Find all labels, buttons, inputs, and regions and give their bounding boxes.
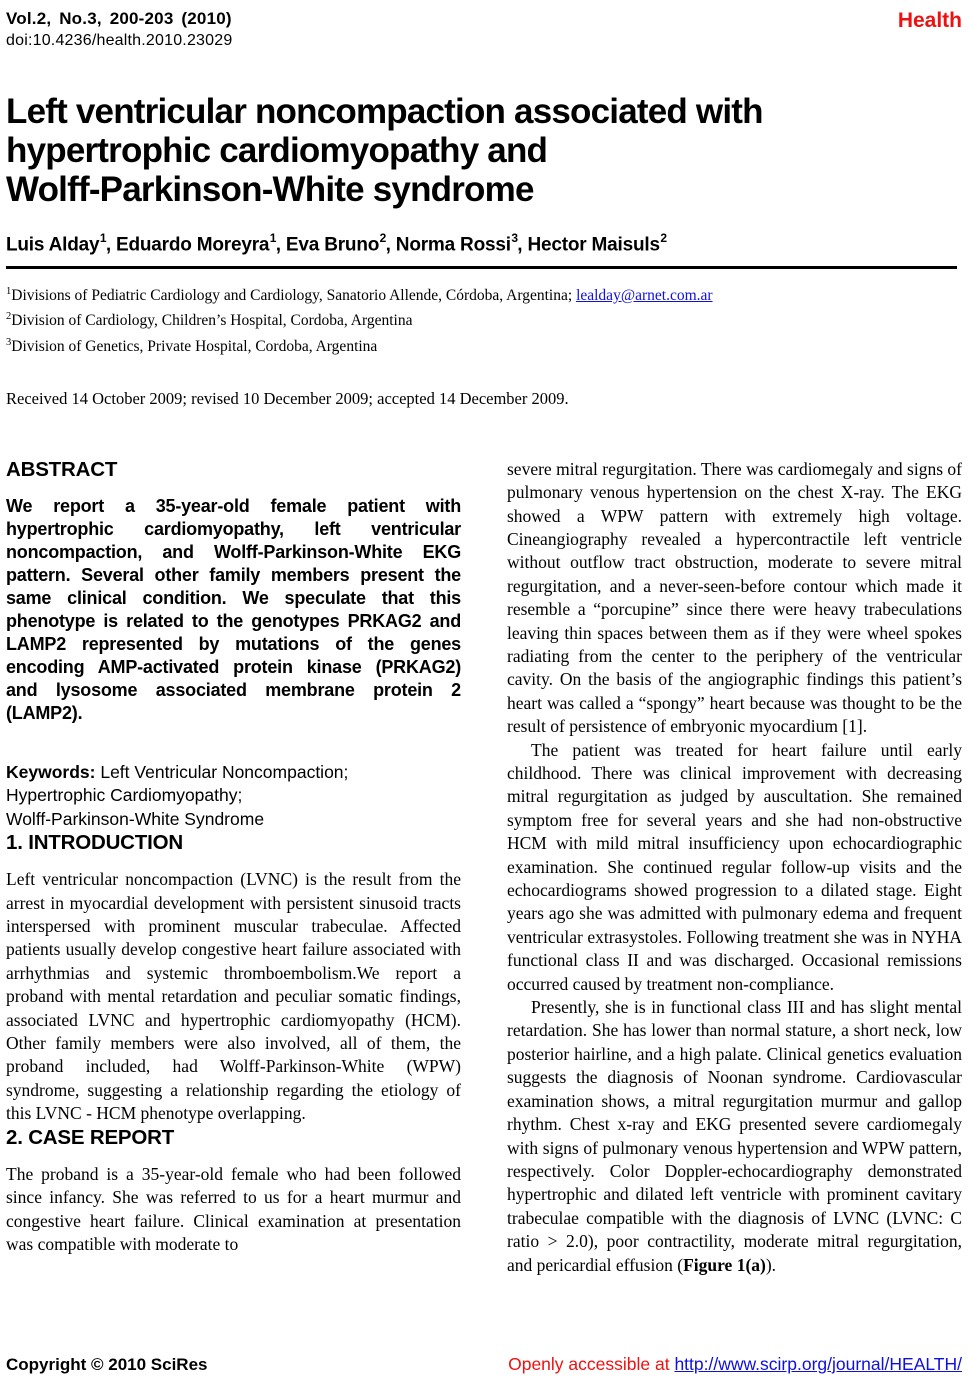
- body-paragraph: [507, 996, 962, 1277]
- keywords-line: Left Ventricular Noncompaction;: [100, 761, 349, 782]
- author-affiliation-sup: 2: [660, 231, 667, 246]
- affiliation-line: [6, 306, 962, 332]
- affiliation-sup: 2: [6, 311, 12, 323]
- affiliation-line: [6, 332, 962, 358]
- email-link[interactable]: lealday@arnet.com.ar: [576, 286, 713, 304]
- right-column: [507, 458, 962, 1277]
- journal-name: Health: [897, 9, 962, 32]
- article-title: [6, 92, 962, 209]
- doi-line: doi:10.4236/health.2010.23029: [6, 32, 233, 49]
- affiliation-line: [6, 281, 962, 307]
- abstract-heading: ABSTRACT: [6, 457, 118, 481]
- paragraph-text: Presently, she is in functional class III and has slight mental retardation. She has lower than normal stature, a short neck, low posterior hairline, and a high palate. Clinical genetics evaluation suggests the diagnosis of Noonan syndrome. Cardiovascular examination shows, a mitral regurgitation murmur and gallop rhythm. Chest x-ray and EKG presented severe cardiomegaly with signs of pulmonary venous hypertension and WPW pattern, respectively. Color Doppler-echocardiography demonstrated hypertrophic and dilated left ventricle with prominent cavitary trabeculae compatible with the diagnosis of LVNC (LVNC: C ratio > 2.0), poor contractility, moderate mitral regurgitation, and pericardial effusion (: [507, 997, 962, 1275]
- page-header: [6, 9, 962, 50]
- affiliation-text: Division of Genetics, Private Hospital, Cordoba, Argentina: [11, 338, 378, 356]
- introduction-body: Left ventricular noncompaction (LVNC) is the result from the arrest in myocardial development with persistent sinusoid tracts interspersed with prominent muscular trabeculae. Affected patients usually develop congestive heart failure associated with arrhythmias and systemic thromboembolism.We report a proband with mental retardation and peculiar somatic findings, associated LVNC and hypertrophic cardiomyopathy (HCM). Other family members were also involved, all of them, the proband included, had Wolff-Parkinson-White (WPW) syndrome, suggesting a relationship regarding the etiology of this LVNC - HCM phenotype overlapping.: [6, 869, 461, 1124]
- article-body: [6, 458, 962, 1277]
- issue-info: [6, 9, 232, 50]
- page-footer: [6, 1354, 962, 1375]
- abstract-body: We report a 35-year-old female patient with hypertrophic cardiomyopathy, left ventricular noncompaction, and Wolff-Parkinson-White EKG pattern. Several other family members present the same clinical condition. We speculate that this phenotype is related to the genotypes PRKAG2 and LAMP2 represented by mutations of the genes encoding AMP-activated protein kinase (PRKAG2) and lysosome associated membrane protein 2 (LAMP2).: [6, 495, 461, 723]
- author-name: , Eduardo Moreyra: [105, 234, 270, 256]
- author-name: , Eva Bruno: [275, 234, 380, 256]
- author-affiliation-sup: 3: [511, 231, 518, 246]
- body-paragraph: severe mitral regurgitation. There was cardiomegaly and signs of pulmonary venous hypertension on the chest X-ray. The EKG showed a WPW pattern with extremely high voltage. Cineangiography revealed a hypercontractile left ventricle without outflow tract obstruction, moderate to severe mitral regurgitation, and a never-seen-before contour which made it resemble a “porcupine” since there were heavy trabeculations leaving thin spaces between them as if they were wheel spokes radiating from the center to the periphery of the ventricular cavity. On the basis of the angiographic findings this patient’s heart was called a “spongy” heart because was thought to be the result of persistence of embryonic myocardium [1].: [507, 458, 962, 737]
- keywords-block: [6, 761, 461, 832]
- copyright-text: Copyright © 2010 SciRes: [6, 1355, 208, 1374]
- affiliation-sup: 1: [6, 285, 12, 297]
- case-report-body: The proband is a 35-year-old female who had been followed since infancy. She was referred to us for a heart murmur and congestive heart failure. Clinical examination at presentation was compatible with moderate to: [6, 1163, 461, 1254]
- author-name: , Hector Maisuls: [517, 234, 660, 256]
- open-access-text: Openly accessible at: [508, 1354, 675, 1374]
- title-divider: [6, 266, 957, 269]
- affiliation-text: Divisions of Pediatric Cardiology and Cardiology, Sanatorio Allende, Córdoba, Argentina;: [11, 286, 577, 304]
- affiliation-sup: 3: [6, 337, 12, 349]
- affiliation-text: Division of Cardiology, Children’s Hospital, Cordoba, Argentina: [11, 312, 413, 330]
- affiliations-block: [6, 281, 962, 358]
- keywords-line: Hypertrophic Cardiomyopathy;: [6, 785, 243, 806]
- title-line-2: hypertrophic cardiomyopathy and: [6, 131, 548, 170]
- title-line-3: Wolff-Parkinson-White syndrome: [6, 170, 534, 209]
- introduction-heading: 1. INTRODUCTION: [6, 831, 183, 855]
- keywords-label: Keywords:: [6, 761, 96, 782]
- journal-url-link[interactable]: http://www.scirp.org/journal/HEALTH/: [674, 1354, 962, 1374]
- case-report-heading: 2. CASE REPORT: [6, 1125, 175, 1149]
- author-affiliation-sup: 1: [269, 231, 277, 246]
- volume-line: Vol.2, No.3, 200-203 (2010): [6, 9, 232, 28]
- body-paragraph: The patient was treated for heart failure until early childhood. There was clinical improvement with decreasing mitral regurgitation as judged by auscultation. She remained symptom free for several years and she had non-obstructive HCM with mild mitral insufficiency upon echocardiographic examination. She continued regular follow-up visits and the echocardiograms showed progression to a dilated stage. Eight years ago she was admitted with pulmonary edema and frequent ventricular extrasystoles. Following treatment she was in NYHA functional class II and was discharged. Occasional remissions occurred caused by treatment non-compliance.: [507, 739, 962, 994]
- author-affiliation-sup: 2: [379, 231, 387, 246]
- paragraph-text: ).: [765, 1254, 777, 1275]
- title-line-1: Left ventricular noncompaction associated with: [6, 92, 763, 131]
- keywords-line: Wolff-Parkinson-White Syndrome: [6, 808, 265, 829]
- left-column: [6, 458, 461, 1277]
- author-name: Luis Alday: [6, 234, 100, 256]
- author-affiliation-sup: 1: [99, 231, 107, 246]
- open-access-note: [508, 1354, 962, 1375]
- figure-reference: Figure 1(a): [683, 1254, 766, 1275]
- received-line: Received 14 October 2009; revised 10 December 2009; accepted 14 December 2009.: [6, 388, 569, 408]
- author-name: , Norma Rossi: [385, 234, 511, 256]
- authors-line: [6, 232, 962, 256]
